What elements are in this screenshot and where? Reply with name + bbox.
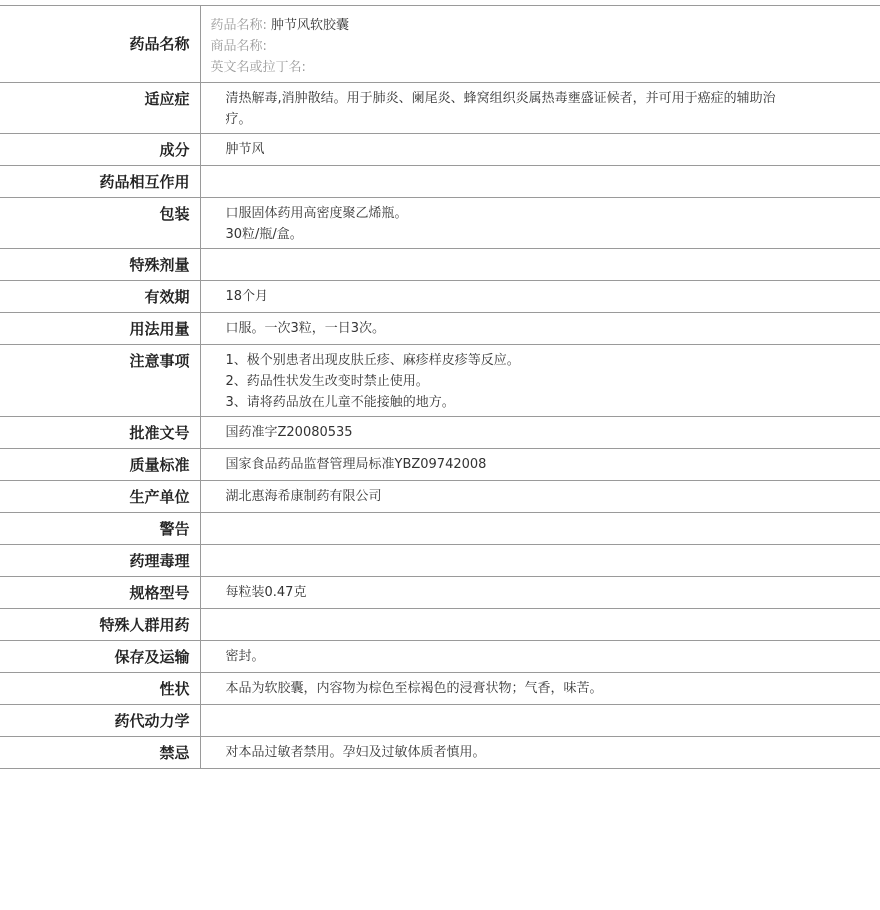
- value-text: 国家食品药品监督管理局标准YBZ09742008: [225, 457, 487, 472]
- value-text: 肿节风: [225, 142, 265, 157]
- label-text: 包装: [159, 205, 190, 223]
- label-text: 用法用量: [129, 320, 190, 338]
- table-row: [0, 449, 880, 481]
- value-text: 国药准字Z20080535: [225, 425, 353, 440]
- row-label: [0, 737, 200, 769]
- value-text: 清热解毒,消肿散结。用于肺炎、阑尾炎、蜂窝组织炎属热毒壅盛证候者，并可用于癌症的辅助治疗。: [225, 91, 776, 127]
- row-value: [200, 641, 880, 673]
- label-text: 保存及运输: [114, 648, 190, 666]
- table-row: [0, 673, 880, 705]
- value-text: 湖北惠海希康制药有限公司: [225, 489, 382, 504]
- value-text: 18个月: [225, 289, 269, 304]
- table-row: [0, 134, 880, 166]
- row-value: [200, 673, 880, 705]
- table-row: [0, 481, 880, 513]
- table-row: [0, 641, 880, 673]
- label-text: 药品名称: [129, 35, 190, 53]
- row-label: [0, 281, 200, 313]
- row-label: [0, 134, 200, 166]
- row-label: [0, 609, 200, 641]
- row-value: [200, 513, 880, 545]
- row-value: [200, 249, 880, 281]
- row-label: [0, 198, 200, 249]
- value-text: 2、药品性状发生改变时禁止使用。: [225, 374, 429, 389]
- row-value: [200, 83, 880, 134]
- row-label: [0, 577, 200, 609]
- table-row: [0, 313, 880, 345]
- label-text: 生产单位: [129, 488, 190, 506]
- row-label: [0, 249, 200, 281]
- label-text: 药代动力学: [114, 712, 190, 730]
- row-label: [0, 417, 200, 449]
- table-row: [0, 249, 880, 281]
- label-text: 有效期: [144, 288, 190, 306]
- label-text: 成分: [159, 141, 190, 159]
- row-value: [200, 577, 880, 609]
- row-label: [0, 673, 200, 705]
- row-value: [200, 313, 880, 345]
- table-row: [0, 166, 880, 198]
- drug-name-key: 药品名称:: [210, 18, 267, 33]
- row-value: [200, 281, 880, 313]
- value-text: 口服固体药用高密度聚乙烯瓶。: [225, 206, 408, 221]
- table-row: [0, 83, 880, 134]
- table-row: [0, 513, 880, 545]
- row-value: [200, 545, 880, 577]
- label-text: 特殊人群用药: [99, 616, 190, 634]
- english-name-line: [211, 57, 871, 78]
- table-row: [0, 609, 880, 641]
- label-text: 规格型号: [129, 584, 190, 602]
- trade-name-key: 商品名称:: [210, 39, 267, 54]
- trade-name-line: [211, 36, 871, 57]
- value-text: 每粒装0.47克: [225, 585, 307, 600]
- label-text: 批准文号: [129, 424, 190, 442]
- row-drug-names: [0, 6, 880, 83]
- label-text: 注意事项: [129, 352, 190, 370]
- row-value: [200, 609, 880, 641]
- label-text: 警告: [159, 520, 190, 538]
- table-row: [0, 577, 880, 609]
- value-text: 口服。一次3粒，一日3次。: [225, 321, 386, 336]
- row-value: [200, 417, 880, 449]
- row-label: [0, 6, 200, 83]
- row-label: [0, 166, 200, 198]
- table-row: [0, 198, 880, 249]
- row-label: [0, 83, 200, 134]
- english-name-key: 英文名或拉丁名:: [210, 60, 306, 75]
- table-row: [0, 417, 880, 449]
- row-label: [0, 545, 200, 577]
- label-text: 特殊剂量: [129, 256, 190, 274]
- row-label: [0, 641, 200, 673]
- label-text: 药品相互作用: [99, 173, 190, 191]
- table-row: [0, 705, 880, 737]
- row-label: [0, 513, 200, 545]
- row-label: [0, 313, 200, 345]
- row-value: [200, 705, 880, 737]
- table-row: [0, 345, 880, 417]
- row-value: [200, 481, 880, 513]
- row-value: [200, 449, 880, 481]
- value-text: 对本品过敏者禁用。孕妇及过敏体质者慎用。: [225, 745, 486, 760]
- names-value-cell: [200, 6, 880, 83]
- row-label: [0, 481, 200, 513]
- value-text: 本品为软胶囊，内容物为棕色至棕褐色的浸膏状物；气香，味苦。: [225, 681, 603, 696]
- value-text: 1、极个别患者出现皮肤丘疹、麻疹样皮疹等反应。: [225, 353, 520, 368]
- row-value: [200, 345, 880, 417]
- row-value: [200, 737, 880, 769]
- label-text: 质量标准: [129, 456, 190, 474]
- value-text: 3、请将药品放在儿童不能接触的地方。: [225, 395, 455, 410]
- value-text: 30粒/瓶/盒。: [225, 227, 303, 242]
- row-label: [0, 345, 200, 417]
- table-row: [0, 545, 880, 577]
- drug-name-line: [211, 15, 871, 36]
- row-value: [200, 134, 880, 166]
- label-text: 性状: [159, 680, 190, 698]
- row-value: [200, 198, 880, 249]
- row-label: [0, 449, 200, 481]
- value-text: 密封。: [225, 649, 265, 664]
- table-row: [0, 737, 880, 769]
- drug-info-table: [0, 5, 880, 769]
- label-text: 禁忌: [159, 744, 190, 762]
- row-value: [200, 166, 880, 198]
- table-row: [0, 281, 880, 313]
- label-text: 适应症: [144, 90, 190, 108]
- drug-name-value: 肿节风软胶囊: [271, 18, 350, 33]
- row-label: [0, 705, 200, 737]
- label-text: 药理毒理: [129, 552, 190, 570]
